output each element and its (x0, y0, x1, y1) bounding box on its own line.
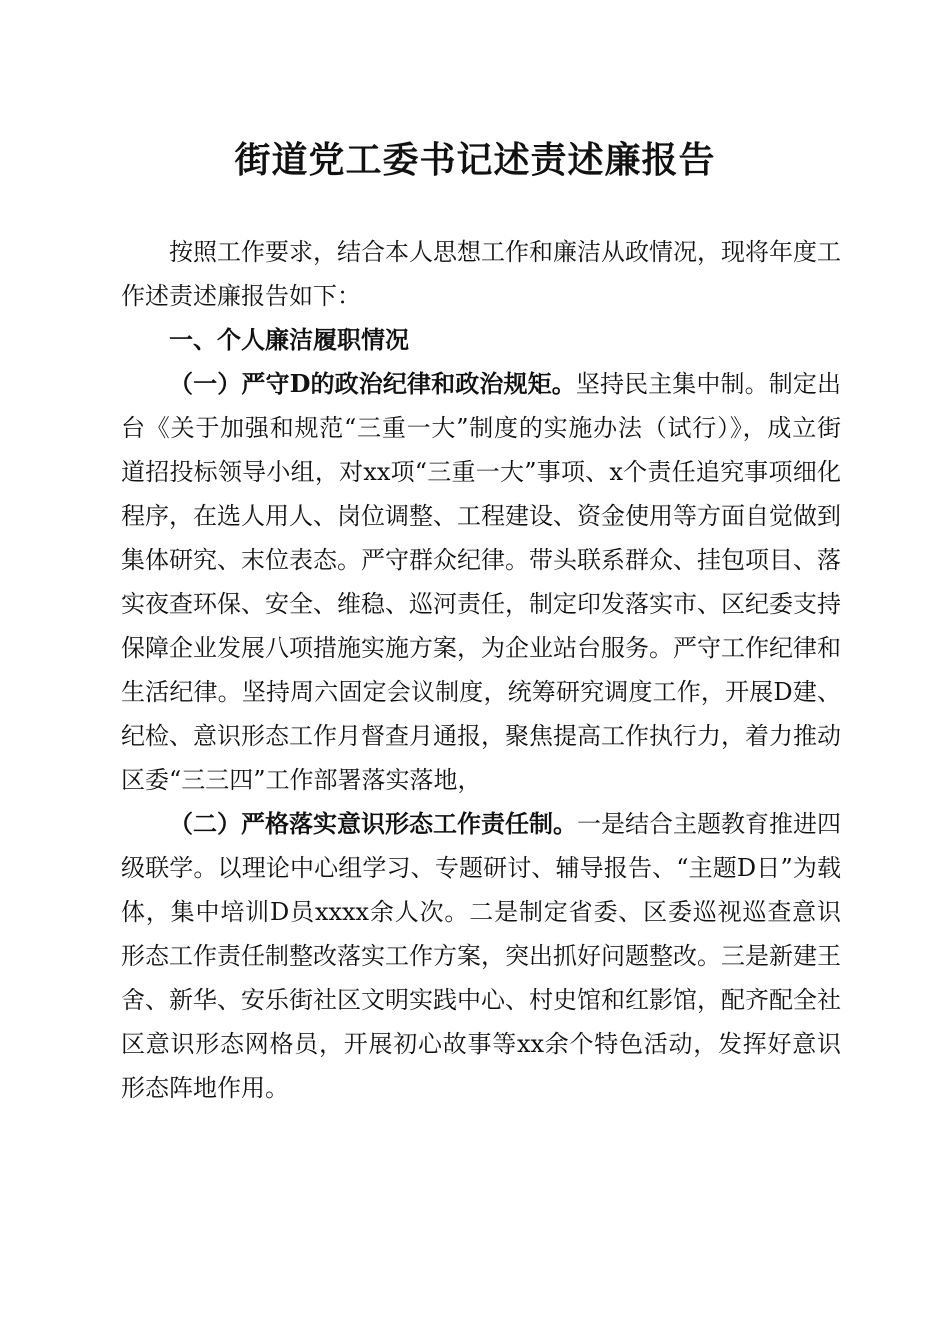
section-heading: 一、个人廉洁履职情况 (169, 326, 409, 354)
paragraph-1 (121, 362, 841, 802)
document-title: 街道党工委书记述责述廉报告 (234, 139, 716, 181)
paragraph-2 (121, 802, 841, 1110)
document-body (121, 230, 841, 1110)
paragraph-2-text: 一是结合主题教育推进四级联学。以理论中心组学习、专题研讨、辅导报告、“主题D日”为载体，集中培训D员xxxx余人次。二是制定省委、区委巡视巡查意识形态工作责任制整改落实工作方案，突出抓好问题整改。三是新建王舍、新华、安乐街社区文明实践中心、村史馆和红影馆，配齐配全社区意识形态网格员，开展初心故事等xx余个特色活动，发挥好意识形态阵地作用。 (121, 810, 841, 1102)
paragraph-2-lead: （二）严格落实意识形态工作责任制。 (169, 809, 577, 838)
paragraph-1-text: 坚持民主集中制。制定出台《关于加强和规范“三重一大”制度的实施办法（试行）》，成立街道招投标领导小组，对xx项“三重一大”事项、x个责任追究事项细化程序，在选人用人、岗位调整、工程建设、资金使用等方面自觉做到集体研究、末位表态。严守群众纪律。带头联系群众、挂包项目、落实夜查环保、安全、维稳、巡河责任，制定印发落实市、区纪委支持保障企业发展八项措施实施方案，为企业站台服务。严守工作纪律和生活纪律。坚持周六固定会议制度，统筹研究调度工作，开展D建、纪检、意识形态工作月督查月通报，聚焦提高工作执行力，着力推动区委“三三四”工作部署落实落地， (121, 370, 842, 794)
paragraph-1-lead: （一）严守D的政治纪律和政治规矩。 (169, 369, 576, 398)
intro-paragraph: 按照工作要求，结合本人思想工作和廉洁从政情况，现将年度工作述责述廉报告如下： (121, 238, 841, 310)
